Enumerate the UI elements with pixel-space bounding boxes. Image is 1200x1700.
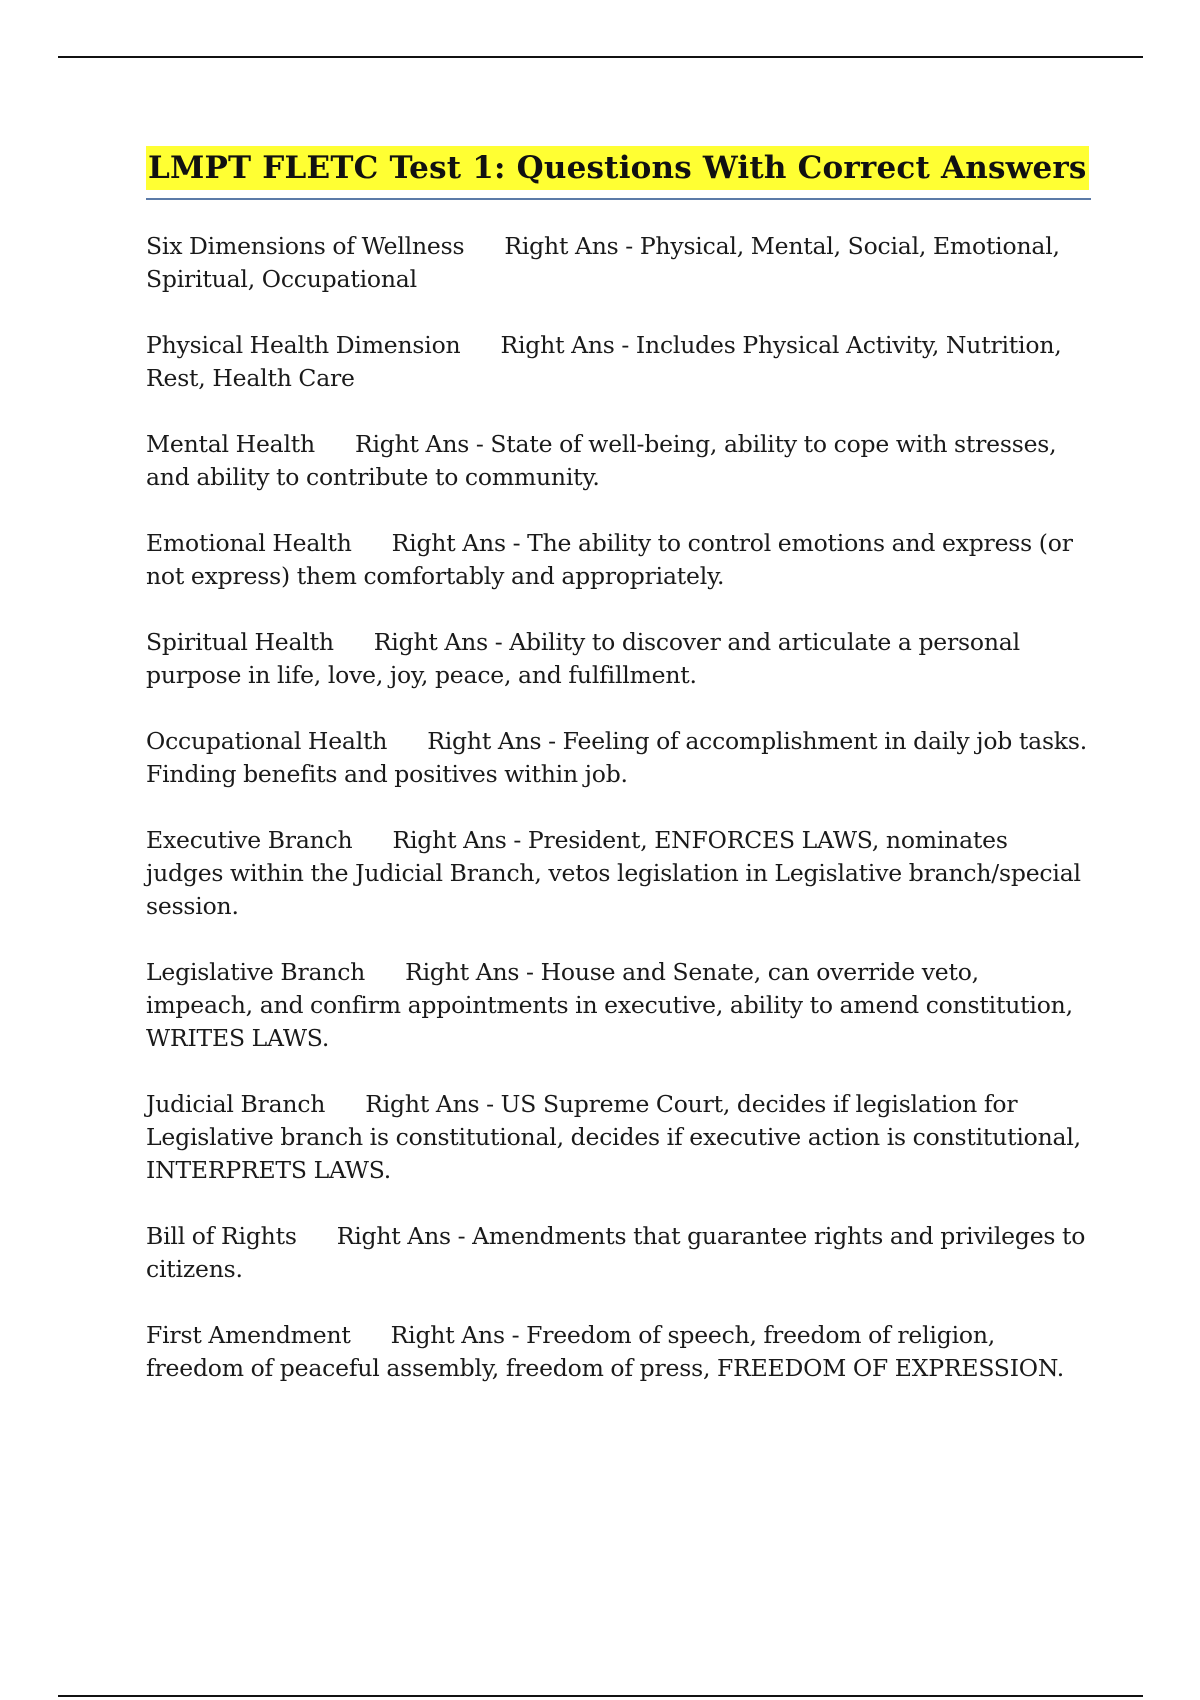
qa-term: Judicial Branch [146, 1090, 326, 1118]
qa-answer: Right Ans - Physical, Mental, Social, Emotional, Spiritual, Occupational [146, 232, 1060, 293]
qa-answer: Right Ans - House and Senate, can override veto, impeach, and confirm appointments in executive, ability to amend constitution, WRITES LAWS. [146, 958, 1073, 1052]
qa-term: Executive Branch [146, 826, 353, 854]
qa-answer: Right Ans - Feeling of accomplishment in daily job tasks. Finding benefits and positives within job. [146, 727, 1087, 788]
qa-item [146, 824, 1091, 923]
qa-item [146, 527, 1091, 593]
qa-answer: Right Ans - US Supreme Court, decides if legislation for Legislative branch is constitutional, decides if executive action is constitutional, INTERPRETS LAWS. [146, 1090, 1081, 1184]
qa-item [146, 428, 1091, 494]
qa-term: Legislative Branch [146, 958, 366, 986]
title-block [146, 146, 1091, 200]
qa-term: Six Dimensions of Wellness [146, 232, 465, 260]
qa-answer: Right Ans - The ability to control emotions and express (or not express) them comfortably and appropriately. [146, 529, 1073, 590]
qa-item [146, 1319, 1091, 1385]
qa-item [146, 1220, 1091, 1286]
qa-answer: Right Ans - Ability to discover and articulate a personal purpose in life, love, joy, peace, and fulfillment. [146, 628, 1020, 689]
qa-item [146, 1088, 1091, 1187]
qa-answer: Right Ans - Amendments that guarantee rights and privileges to citizens. [146, 1222, 1086, 1283]
qa-answer: Right Ans - Includes Physical Activity, Nutrition, Rest, Health Care [146, 331, 1062, 392]
qa-term: Spiritual Health [146, 628, 334, 656]
qa-item [146, 230, 1091, 296]
page-title: LMPT FLETC Test 1: Questions With Correct Answers [146, 146, 1089, 190]
qa-item [146, 725, 1091, 791]
qa-answer: Right Ans - State of well-being, ability to cope with stresses, and ability to contribute to community. [146, 430, 1057, 491]
header-rule [58, 56, 1143, 58]
qa-list [146, 230, 1091, 1385]
qa-term: First Amendment [146, 1321, 351, 1349]
qa-answer: Right Ans - Freedom of speech, freedom of religion, freedom of peaceful assembly, freedom of press, FREEDOM OF EXPRESSION. [146, 1321, 1064, 1382]
qa-term: Emotional Health [146, 529, 352, 557]
qa-item [146, 956, 1091, 1055]
qa-item [146, 626, 1091, 692]
footer-rule [58, 1695, 1143, 1697]
qa-term: Mental Health [146, 430, 315, 458]
qa-term: Occupational Health [146, 727, 388, 755]
document-body [146, 146, 1091, 1418]
qa-answer: Right Ans - President, ENFORCES LAWS, nominates judges within the Judicial Branch, vetos legislation in Legislative branch/special session. [146, 826, 1081, 920]
qa-item [146, 329, 1091, 395]
qa-term: Bill of Rights [146, 1222, 297, 1250]
qa-term: Physical Health Dimension [146, 331, 461, 359]
